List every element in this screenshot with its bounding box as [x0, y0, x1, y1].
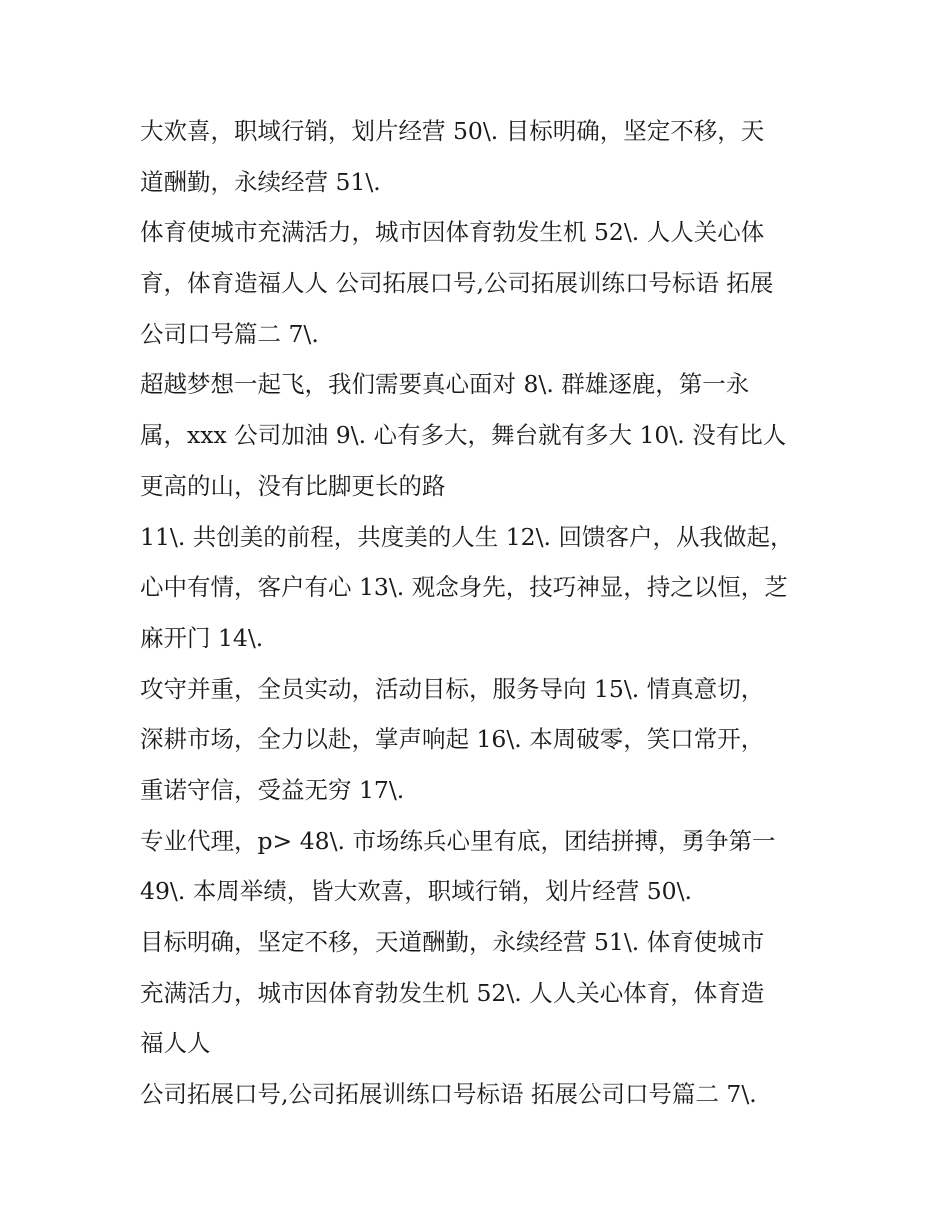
paragraph-3: [140, 359, 830, 511]
text-line: 重诺守信，受益无穷 17\.: [140, 775, 405, 804]
document-body: [140, 106, 830, 1120]
text-line: 攻守并重，全员实动，活动目标，服务导向 15\. 情真意切，: [140, 674, 765, 703]
text-line: 目标明确，坚定不移，天道酬勤，永续经营 51\. 体育使城市: [140, 928, 765, 956]
paragraph-5: [140, 664, 830, 816]
text-line: 福人人: [140, 1029, 211, 1058]
paragraph-4: [140, 512, 830, 664]
paragraph-2: [140, 207, 830, 359]
paragraph-1: [140, 106, 830, 207]
text-line: 深耕市场，全力以赴，掌声响起 16\. 本周破零，笑口常开，: [140, 725, 765, 754]
text-line: 更高的山，没有比脚更长的路: [140, 471, 446, 500]
text-line: 充满活力，城市因体育勃发生机 52\. 人人关心体育，体育造: [140, 978, 765, 1007]
text-line: 11\. 共创美的前程，共度美的人生 12\. 回馈客户，从我做起，: [140, 522, 794, 551]
text-line: 麻开门 14\.: [140, 623, 264, 652]
text-line: 公司口号篇二 7\.: [140, 319, 319, 348]
text-line: 道酬勤，永续经营 51\.: [140, 167, 381, 196]
paragraph-7: [140, 917, 830, 1069]
text-line: 超越梦想一起飞，我们需要真心面对 8\. 群雄逐鹿，第一永: [140, 370, 750, 399]
paragraph-8: [140, 1069, 830, 1120]
text-line: 心中有情，客户有心 13\. 观念身先，技巧神显，持之以恒，芝: [140, 573, 788, 602]
text-line: 育，体育造福人人 公司拓展口号,公司拓展训练口号标语 拓展: [140, 269, 774, 298]
text-line: 专业代理，p> 48\. 市场练兵心里有底，团结拼搏，勇争第一: [140, 826, 776, 855]
text-line: 属，xxx 公司加油 9\. 心有多大，舞台就有多大 10\. 没有比人: [140, 421, 787, 450]
text-line: 大欢喜，职域行销，划片经营 50\. 目标明确，坚定不移，天: [140, 117, 765, 145]
text-line: 公司拓展口号,公司拓展训练口号标语 拓展公司口号篇二 7\.: [140, 1080, 757, 1109]
text-line: 体育使城市充满活力，城市因体育勃发生机 52\. 人人关心体: [140, 218, 765, 247]
text-line: 49\. 本周举绩，皆大欢喜，职域行销，划片经营 50\.: [140, 877, 693, 906]
paragraph-6: [140, 816, 830, 917]
